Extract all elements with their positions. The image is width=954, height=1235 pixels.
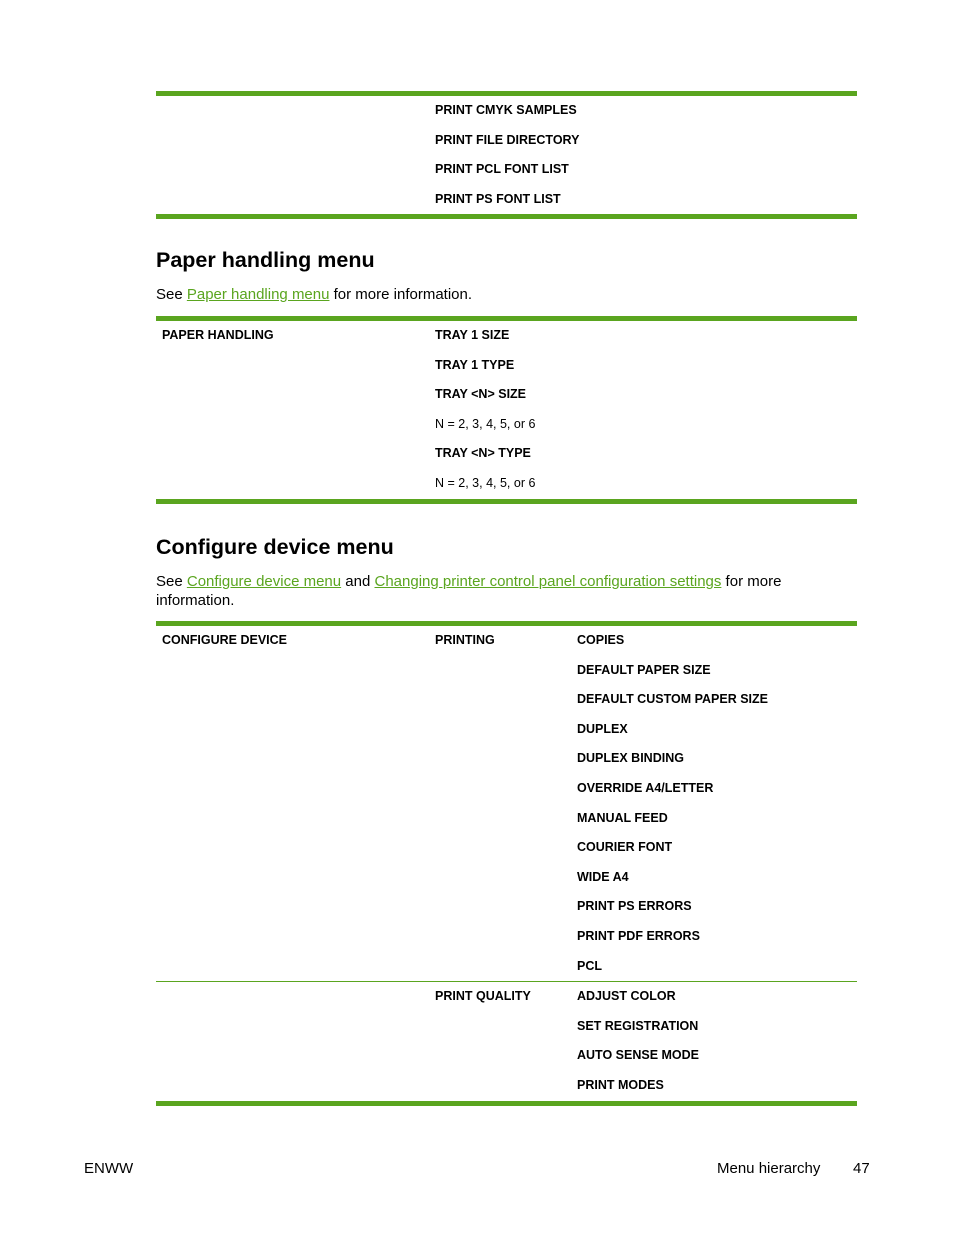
menu-item[interactable]: TRAY <N> TYPE <box>435 446 531 461</box>
menu-root-paper-handling[interactable]: PAPER HANDLING <box>162 328 274 342</box>
table-row <box>156 96 857 126</box>
intro-text: and <box>341 573 375 590</box>
table-row <box>156 410 857 440</box>
print-reports-table <box>156 91 857 219</box>
table-row <box>156 1071 857 1101</box>
footer-left-label: ENWW <box>84 1160 134 1177</box>
menu-item[interactable]: DEFAULT PAPER SIZE <box>577 662 711 677</box>
section-heading-configure-device: Configure device menu <box>156 535 394 559</box>
menu-item[interactable]: PCL <box>577 958 602 973</box>
configure-device-intro <box>156 572 836 610</box>
intro-text: for more information. <box>156 573 782 609</box>
table-row <box>156 1041 857 1071</box>
page-number: 47 <box>853 1160 870 1177</box>
footer-section-title: Menu hierarchy <box>717 1160 821 1177</box>
menu-item[interactable]: SET REGISTRATION <box>577 1018 699 1033</box>
table-row <box>156 469 857 499</box>
menu-item[interactable]: DUPLEX BINDING <box>577 751 684 766</box>
menu-item[interactable]: PRINT FILE DIRECTORY <box>435 132 580 147</box>
menu-item[interactable]: COURIER FONT <box>577 840 673 855</box>
table-row <box>156 804 857 834</box>
section-heading-paper-handling: Paper handling menu <box>156 248 375 272</box>
table-row <box>156 1012 857 1042</box>
table-row <box>156 380 857 410</box>
menu-item-note: N = 2, 3, 4, 5, or 6 <box>435 475 536 490</box>
menu-item[interactable]: MANUAL FEED <box>577 810 668 825</box>
menu-item[interactable]: DEFAULT CUSTOM PAPER SIZE <box>577 692 768 707</box>
menu-item[interactable]: COPIES <box>577 633 625 647</box>
submenu-print-quality[interactable]: PRINT QUALITY <box>435 989 531 1004</box>
menu-item-note: N = 2, 3, 4, 5, or 6 <box>435 416 536 431</box>
menu-item[interactable]: PRINT PS ERRORS <box>577 899 692 914</box>
table-row <box>156 715 857 745</box>
menu-item[interactable]: TRAY 1 TYPE <box>435 357 515 372</box>
paper-handling-table <box>156 316 857 504</box>
menu-item[interactable]: PRINT MODES <box>577 1077 664 1092</box>
table-row <box>156 952 857 982</box>
table-row <box>156 774 857 804</box>
table-row <box>156 185 857 215</box>
table-row <box>156 351 857 381</box>
configure-device-menu-link[interactable]: Configure device menu <box>186 573 342 590</box>
menu-item[interactable]: PRINT CMYK SAMPLES <box>435 103 577 117</box>
menu-item[interactable]: ADJUST COLOR <box>577 989 676 1004</box>
paper-handling-intro <box>156 285 836 304</box>
menu-item[interactable]: OVERRIDE A4/LETTER <box>577 780 714 795</box>
table-bottom-rule <box>156 499 857 504</box>
table-row <box>156 656 857 686</box>
menu-item[interactable]: PRINT PCL FONT LIST <box>435 162 569 177</box>
table-row <box>156 982 857 1012</box>
intro-text: See <box>156 573 187 590</box>
menu-item[interactable]: TRAY 1 SIZE <box>435 328 510 342</box>
menu-item[interactable]: PRINT PDF ERRORS <box>577 928 700 943</box>
table-row <box>156 833 857 863</box>
menu-item[interactable]: WIDE A4 <box>577 869 629 884</box>
table-row <box>156 626 857 656</box>
table-row <box>156 685 857 715</box>
table-row <box>156 922 857 952</box>
table-row <box>156 439 857 469</box>
table-row <box>156 155 857 185</box>
table-row <box>156 863 857 893</box>
control-panel-settings-link[interactable]: Changing printer control panel configuration settings <box>374 573 722 590</box>
menu-item[interactable]: TRAY <N> SIZE <box>435 387 527 402</box>
table-row <box>156 321 857 351</box>
table-bottom-rule <box>156 1101 857 1106</box>
menu-item[interactable]: PRINT PS FONT LIST <box>435 191 561 206</box>
submenu-printing[interactable]: PRINTING <box>435 633 495 647</box>
table-row <box>156 892 857 922</box>
intro-text: See <box>156 286 187 303</box>
menu-item[interactable]: DUPLEX <box>577 721 628 736</box>
menu-item[interactable]: AUTO SENSE MODE <box>577 1048 700 1063</box>
menu-root-configure-device[interactable]: CONFIGURE DEVICE <box>162 633 288 647</box>
table-bottom-rule <box>156 214 857 219</box>
table-row <box>156 126 857 156</box>
configure-device-table <box>156 621 857 1106</box>
paper-handling-menu-link[interactable]: Paper handling menu <box>186 286 330 303</box>
intro-text: for more information. <box>329 286 473 303</box>
table-row <box>156 744 857 774</box>
